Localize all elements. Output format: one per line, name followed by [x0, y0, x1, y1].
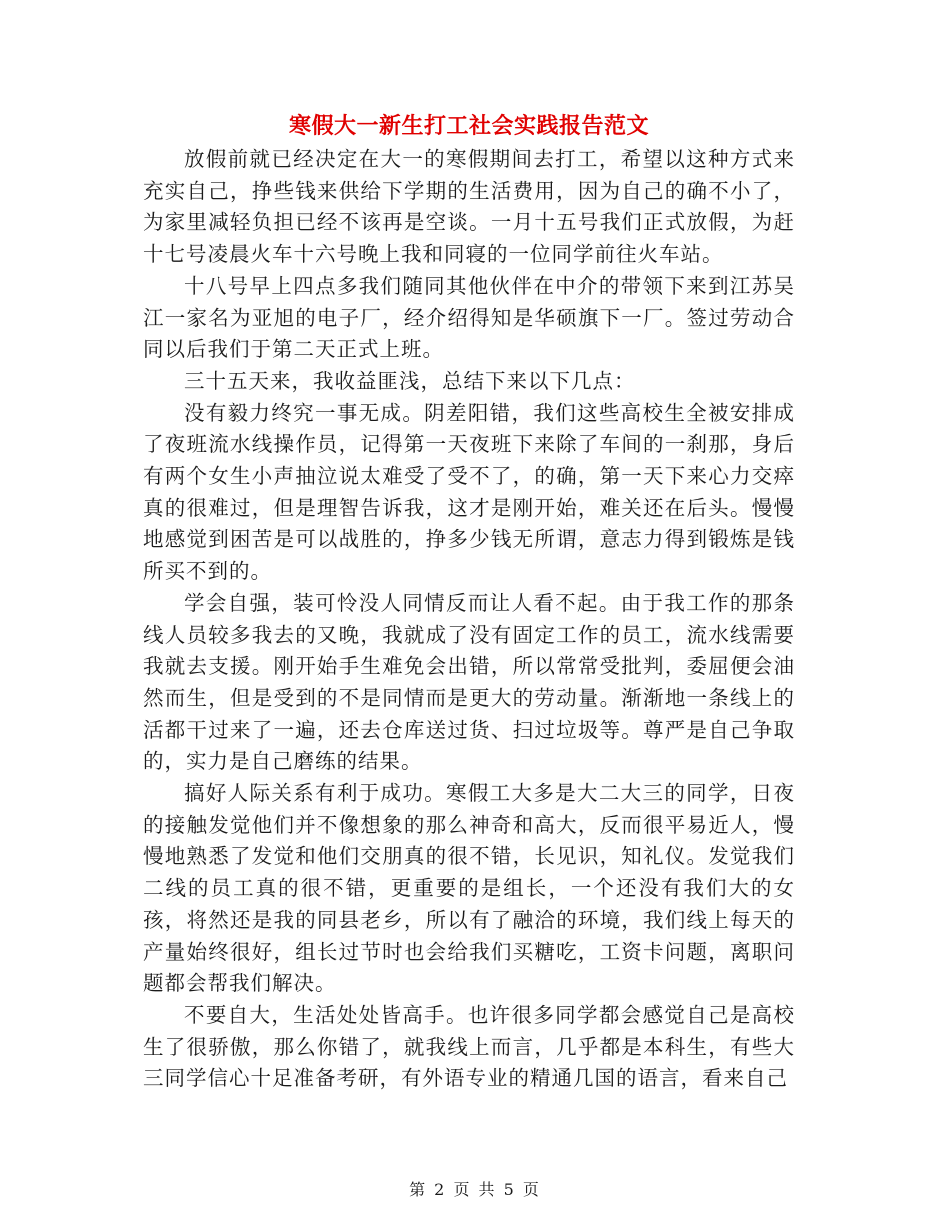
- page-number-footer: 第 2 页 共 5 页: [409, 1180, 541, 1199]
- paragraph-relationships: 搞好人际关系有利于成功。寒假工大多是大二大三的同学，日夜的接触发觉他们并不像想象的那么神奇和高大，反而很平易近人，慢慢地熟悉了发觉和他们交朋真的很不错，长见识，知礼仪。发觉我们二线的员工真的很不错，更重要的是组长，一个还没有我们大的女孩，将然还是我的同县老乡，所以有了融洽的环境，我们线上每天的产量始终很好，组长过节时也会给我们买糖吃，工资卡问题，离职问题都会帮我们解决。: [143, 781, 795, 996]
- paragraph-summary: 三十五天来，我收益匪浅，总结下来以下几点：: [184, 368, 636, 393]
- paragraph-intro: 放假前就已经决定在大一的寒假期间去打工，希望以这种方式来充实自己，挣些钱来供给下学期的生活费用，因为自己的确不小了，为家里减轻负担已经不该再是空谈。一月十五号我们正式放假，为赶十七号凌晨火车十六号晚上我和同寝的一位同学前往火车站。: [143, 147, 795, 267]
- paragraph-arrival: 十八号早上四点多我们随同其他伙伴在中介的带领下来到江苏吴江一家名为亚旭的电子厂，经介绍得知是华硕旗下一厂。签过劳动合同以后我们于第二天正式上班。: [143, 273, 795, 362]
- paragraph-perseverance: 没有毅力终究一事无成。阴差阳错，我们这些高校生全被安排成了夜班流水线操作员，记得第一天夜班下来除了车间的一刹那，身后有两个女生小声抽泣说太难受了受不了，的确，第一天下来心力交瘁真的很难过，但是理智告诉我，这才是刚开始，难关还在后头。慢慢地感觉到困苦是可以战胜的，挣多少钱无所谓，意志力得到锻炼是钱所买不到的。: [143, 400, 795, 584]
- paragraph-humility: 不要自大，生活处处皆高手。也许很多同学都会感觉自己是高校生了很骄傲，那么你错了，就我线上而言，几乎都是本科生，有些大三同学信心十足准备考研，有外语专业的精通几国的语言，看来自己: [143, 1002, 795, 1091]
- paragraph-self-reliance: 学会自强，装可怜没人同情反而让人看不起。由于我工作的那条线人员较多我去的又晚，我就成了没有固定工作的员工，流水线需要我就去支援。刚开始手生难免会出错，所以常常受批判，委屈便会油然而生，但是受到的不是同情而是更大的劳动量。渐渐地一条线上的活都干过来了一遍，还去仓库送过货、扫过垃圾等。尊严是自己争取的，实力是自己磨练的结果。: [143, 590, 795, 774]
- document-title: 寒假大一新生打工社会实践报告范文: [288, 113, 649, 139]
- document-page: [143, 108, 795, 1095]
